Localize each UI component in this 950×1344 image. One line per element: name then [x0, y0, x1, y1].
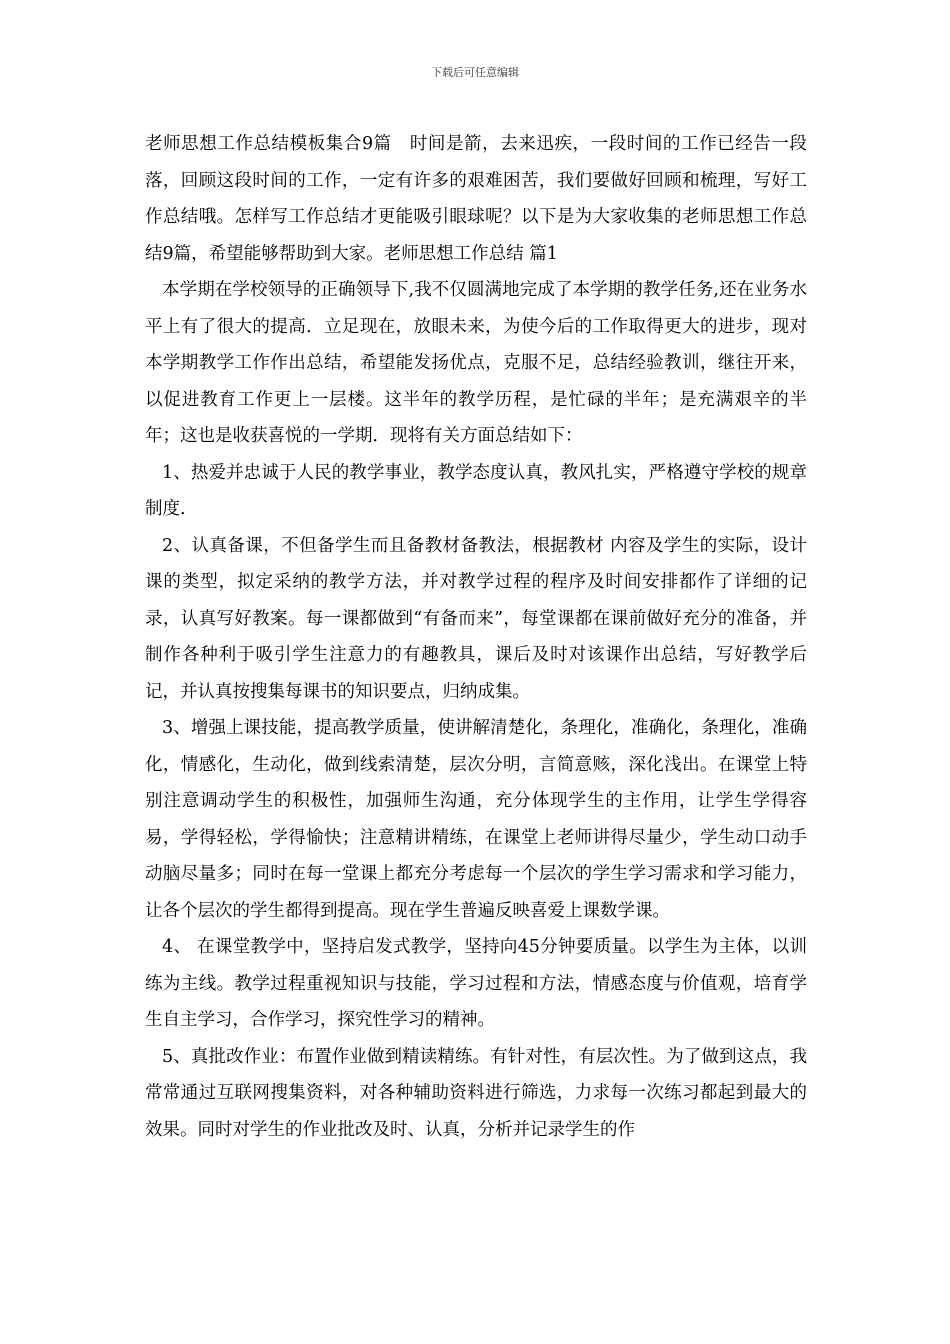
- page-header: 下载后可任意编辑: [431, 66, 519, 79]
- list-item-4: 4、 在课堂教学中，坚持启发式教学，坚持向45分钟要质量。以学生为主体，以训练为主线。教学过程重视知识与技能，学习过程和方法，情感态度与价值观，培育学生自主学习，合作学习，探究性学习的精神。: [145, 937, 807, 1030]
- list-item-5: 5、真批改作业：布置作业做到精读精练。有针对性，有层次性。为了做到这点，我常常通过互联网搜集资料，对各种辅助资料进行筛选，力求每一次练习都起到最大的效果。同时对学生的作业批改及时、认真，分析并记录学生的作: [145, 1046, 807, 1140]
- list-item-2: 2、认真备课，不但备学生而且备教材备教法，根据教材 内容及学生的实际，设计课的类型，拟定采纳的教学方法，并对教学过程的程序及时间安排都作了详细的记录，认真写好教案。每一课都做到“有备而来”，每堂课都在课前做好充分的准备，并制作各种利于吸引学生注意力的有趣教具，课后及时对该课作出总结，写好教学后记，并认真按搜集每课书的知识要点，归纳成集。: [145, 535, 807, 702]
- list-item-3: 3、增强上课技能，提高教学质量，使讲解清楚化，条理化，准确化，条理化，准确化，情感化，生动化，做到线索清楚，层次分明，言简意赅，深化浅出。在课堂上特别注意调动学生的积极性，加强师生沟通，充分体现学生的主作用，让学生学得容易，学得轻松，学得愉快；注意精讲精练，在课堂上老师讲得尽量少，学生动口动手动脑尽量多；同时在每一堂课上都充分考虑每一个层次的学生学习需求和学习能力，让各个层次的学生都得到提高。现在学生普遍反映喜爱上课数学课。: [145, 718, 807, 921]
- body-paragraph: 本学期在学校领导的正确领导下,我不仅圆满地完成了本学期的教学任务,还在业务水平上有了很大的提高．立足现在，放眼未来，为使今后的工作取得更大的进步，现对本学期教学工作作出总结，希望能发扬优点，克服不足，总结经验教训，继往开来，以促进教育工作更上一层楼。这半年的教学历程，是忙碌的半年；是充满艰辛的半年；这也是收获喜悦的一学期．现将有关方面总结如下：: [145, 280, 807, 446]
- intro-paragraph: 老师思想工作总结模板集合9篇 时间是箭，去来迅疾，一段时间的工作已经告一段落，回顾这段时间的工作，一定有许多的艰难困苦，我们要做好回顾和梳理，写好工作总结哦。怎样写工作总结才更能吸引眼球呢？以下是为大家收集的老师思想工作总结9篇，希望能够帮助到大家。老师思想工作总结 篇1: [145, 134, 807, 264]
- document-body: [145, 126, 807, 1148]
- list-item-1: 1、热爱并忠诚于人民的教学事业，教学态度认真，教风扎实，严格遵守学校的规章制度.: [145, 462, 807, 519]
